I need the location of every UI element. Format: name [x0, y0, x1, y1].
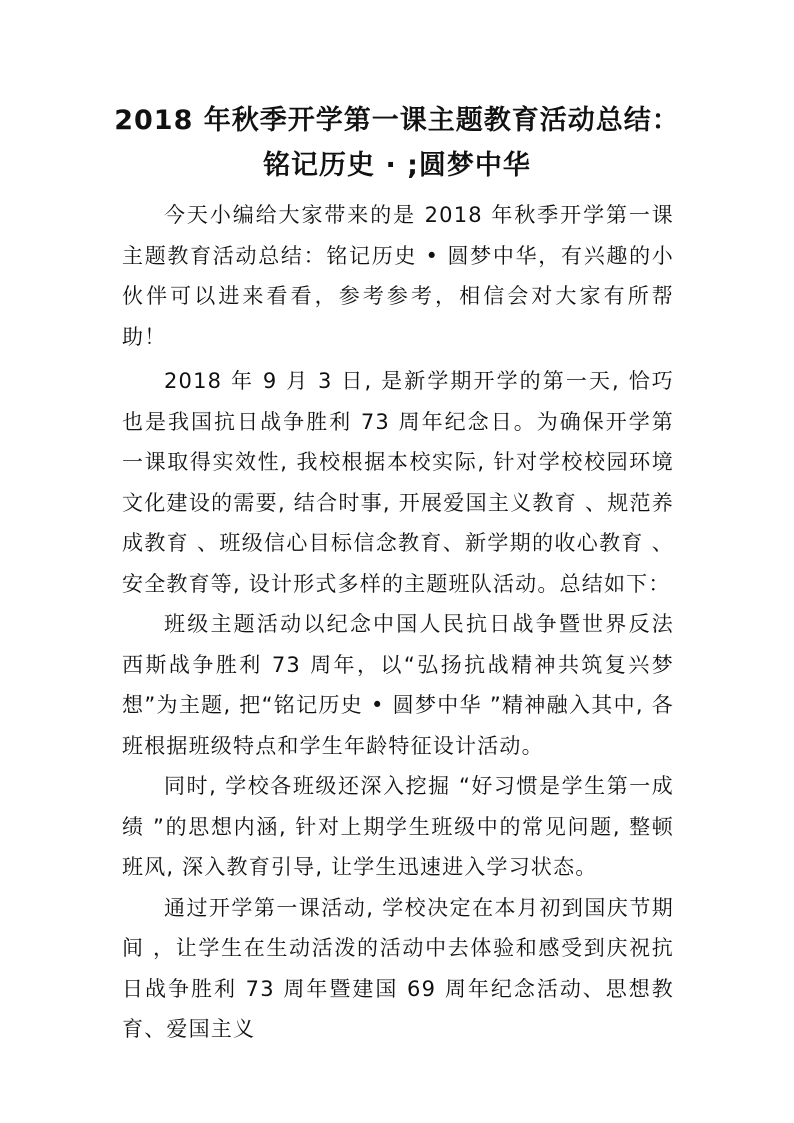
- title-line-2: 铭记历史 · ;圆梦中华: [263, 150, 531, 181]
- document-title: [100, 98, 694, 188]
- main-section: [122, 361, 674, 1050]
- paragraph-4: 通过开学第一课活动, 学校决定在本月初到国庆节期间 ，让学生在生动活泼的活动中去体验和感受到庆祝抗日战争胜利 73 周年暨建国 69 周年纪念活动、思想教育、爱国主义: [122, 895, 674, 1041]
- title-line-1: 2018 年秋季开学第一课主题教育活动总结：: [114, 105, 680, 136]
- paragraph-3: 同时, 学校各班级还深入挖掘 “好习惯是学生第一成绩 ”的思想内涵, 针对上期学生班级中的常见问题, 整顿班风, 深入教育引导, 让学生迅速进入学习状态。: [122, 774, 674, 879]
- paragraph-2: 班级主题活动以纪念中国人民抗日战争暨世界反法西斯战争胜利 73 周年，以“弘扬抗战精神共筑复兴梦想”为主题, 把“铭记历史 • 圆梦中华 ”精神融入其中, 各班根据班级特点和学生年龄特征设计活动。: [122, 612, 674, 758]
- paragraph-1: 2018 年 9 月 3 日, 是新学期开学的第一天, 恰巧也是我国抗日战争胜利 73 周年纪念日。为确保开学第一课取得实效性, 我校根据本校实际, 针对学校校园环境文化建设的需要, 结合时事, 开展爱国主义教育 、规范养成教育 、班级信心目标信念教育、新学期的收心教育 、安全教育等, 设计形式多样的主题班队活动。总结如下：: [122, 369, 674, 596]
- intro-paragraph: 今天小编给大家带来的是 2018 年秋季开学第一课主题教育活动总结：铭记历史 • 圆梦中华，有兴趣的小伙伴可以进来看看，参考参考，相信会对大家有所帮助！: [122, 203, 674, 349]
- intro-section: [122, 195, 674, 357]
